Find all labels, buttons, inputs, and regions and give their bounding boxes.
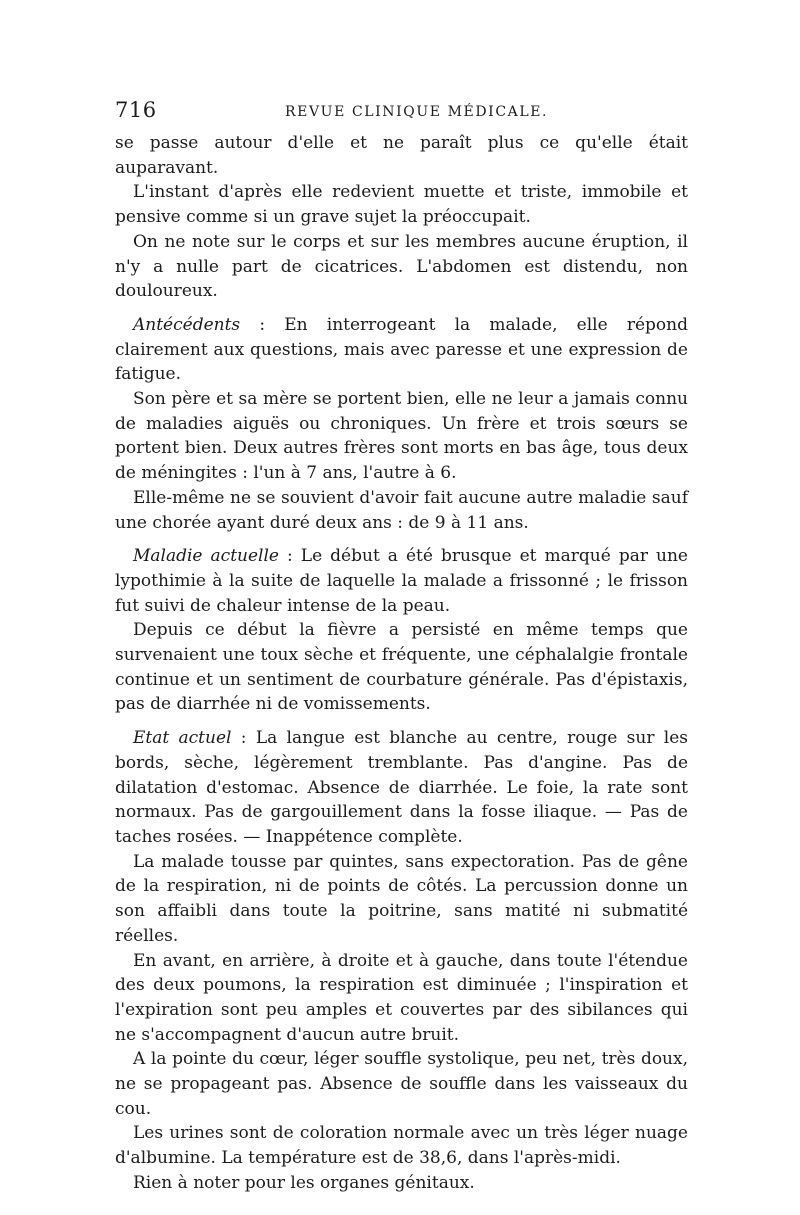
section-heading-etat-actuel: Etat actuel <box>133 728 232 749</box>
body-text <box>115 131 688 1196</box>
paragraph-maladie-actuelle: Maladie actuelle : Le début a été brusque et marqué par une lypothimie à la suite de laquelle la malade a frissonné ; le frisson fut suivi de chaleur intense de la peau. <box>115 546 688 616</box>
paragraph-etat-actuel: Etat actuel : La langue est blanche au centre, rouge sur les bords, sèche, légèrement tremblante. Pas d'angine. Pas de dilatation d'estomac. Absence de diarrhée. Le foie, la rate sont normaux. Pas de gargouillement dans la fosse iliaque. — Pas de taches rosées. — Inappétence complète. <box>115 728 689 847</box>
running-title: REVUE CLINIQUE MÉDICALE. <box>285 104 549 120</box>
section-heading-maladie-actuelle: Maladie actuelle <box>133 546 279 567</box>
paragraph-12: A la pointe du cœur, léger souffle systolique, peu net, très doux, ne se propageant pas. Absence de souffle dans les vaisseaux du cou. <box>115 1049 688 1119</box>
paragraph-11: En avant, en arrière, à droite et à gauche, dans toute l'étendue des deux poumons, la respiration est diminuée ; l'inspiration et l'expiration sont peu amples et couvertes par des sibilances qui ne s'accompagnent d'aucun autre bruit. <box>115 950 688 1045</box>
paragraph-10: La malade tousse par quintes, sans expectoration. Pas de gêne de la respiration, ni de points de côtés. La percussion donne un son affaibli dans toute la poitrine, sans matité ni submatité réelles. <box>115 851 688 946</box>
paragraph-5: Son père et sa mère se portent bien, elle ne leur a jamais connu de maladies aiguës ou chroniques. Un frère et trois sœurs se portent bien. Deux autres frères sont morts en bas âge, tous deux de méningites : l'un à 7 ans, l'autre à 6. <box>115 389 688 484</box>
paragraph-2: L'instant d'après elle redevient muette et triste, immobile et pensive comme si un grave sujet la préoccupait. <box>115 182 688 228</box>
paragraph-1: se passe autour d'elle et ne paraît plus ce qu'elle était auparavant. <box>115 133 688 178</box>
paragraph-3: On ne note sur le corps et sur les membres aucune éruption, il n'y a nulle part de cicatrices. L'abdomen est distendu, non douloureux. <box>115 231 688 302</box>
page-number: 716 <box>115 98 157 122</box>
paragraph-antecedents: Antécédents : En interrogeant la malade, elle répond clairement aux questions, mais avec paresse et une expression de fatigue. <box>115 314 688 385</box>
paragraph-14: Rien à noter pour les organes génitaux. <box>133 1172 475 1193</box>
section-heading-antecedents: Antécédents <box>133 314 241 335</box>
paragraph-13: Les urines sont de coloration normale avec un très léger nuage d'albumine. La température est de 38,6, dans l'après-midi. <box>115 1123 688 1169</box>
paragraph-8: Depuis ce début la fièvre a persisté en même temps que survenaient une toux sèche et fréquente, une céphalalgie frontale continue et un sentiment de courbature générale. Pas d'épistaxis, pas de diarrhée ni de vomissements. <box>115 620 688 715</box>
paragraph-6: Elle-même ne se souvient d'avoir fait aucune autre maladie sauf une chorée ayant duré deux ans : de 9 à 11 ans. <box>115 487 688 533</box>
page-header <box>115 98 690 128</box>
